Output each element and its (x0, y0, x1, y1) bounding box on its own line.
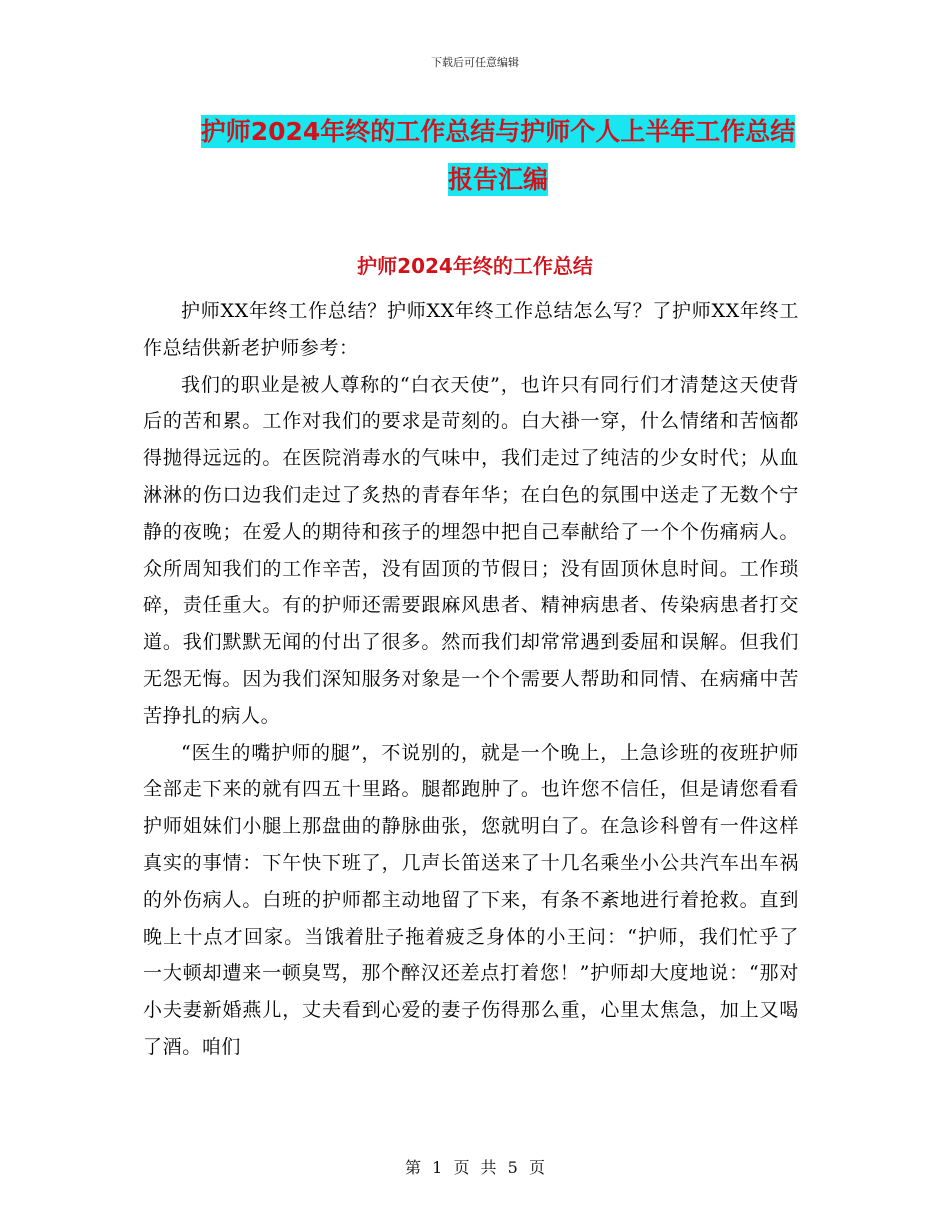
page-prefix: 第 (405, 1158, 422, 1177)
title-line-1: 护师2024年终的工作总结与护师个人上半年工作总结 (200, 117, 796, 146)
page-total: 5 (507, 1158, 518, 1177)
header-note: 下载后可任意编辑 (431, 56, 519, 69)
page-suffix: 页 (528, 1158, 545, 1177)
paragraph: “医生的嘴护师的腿”，不说别的，就是一个晚上，上急诊班的夜班护师全部走下来的就有四五十里路。腿都跑肿了。也许您不信任，但是请您看看护师姐妹们小腿上那盘曲的静脉曲张，您就明白了。在急诊科曾有一件这样真实的事情：下午快下班了，几声长笛送来了十几名乘坐小公共汽车出车祸的外伤病人。白班的护师都主动地留了下来，有条不紊地进行着抢救。直到晚上十点才回家。当饿着肚子拖着疲乏身体的小王问：“护师，我们忙乎了一大顿却遭来一顿臭骂，那个醉汉还差点打着您！”护师却大度地说：“那对小夫妻新婚燕儿，丈夫看到心爱的妻子伤得那么重，心里太焦急，加上又喝了酒。咱们 (143, 741, 799, 1058)
title-line-2: 报告汇编 (447, 165, 548, 194)
page-total-prefix: 共 (480, 1158, 497, 1177)
document-title (140, 108, 856, 204)
section-title: 护师2024年终的工作总结 (357, 254, 593, 278)
page-mid: 页 (453, 1158, 470, 1177)
body-text (143, 293, 799, 1066)
page-current: 1 (432, 1158, 443, 1177)
paragraph: 护师XX年终工作总结？护师XX年终工作总结怎么写？了护师XX年终工作总结供新老护师参考： (143, 300, 799, 359)
page-number-footer (0, 1155, 950, 1178)
paragraph: 我们的职业是被人尊称的“白衣天使”，也许只有同行们才清楚这天使背后的苦和累。工作对我们的要求是苛刻的。白大褂一穿，什么情绪和苦恼都得抛得远远的。在医院消毒水的气味中，我们走过了纯洁的少女时代；从血淋淋的伤口边我们走过了炙热的青春年华；在白色的氛围中送走了无数个宁静的夜晚；在爱人的期待和孩子的埋怨中把自己奉献给了一个个伤痛病人。众所周知我们的工作辛苦，没有固顶的节假日；没有固顶休息时间。工作琐碎，责任重大。有的护师还需要跟麻风患者、精神病患者、传染病患者打交道。我们默默无闻的付出了很多。然而我们却常常遇到委屈和误解。但我们无怨无悔。因为我们深知服务对象是一个个需要人帮助和同情、在病痛中苦苦挣扎的病人。 (143, 373, 799, 727)
